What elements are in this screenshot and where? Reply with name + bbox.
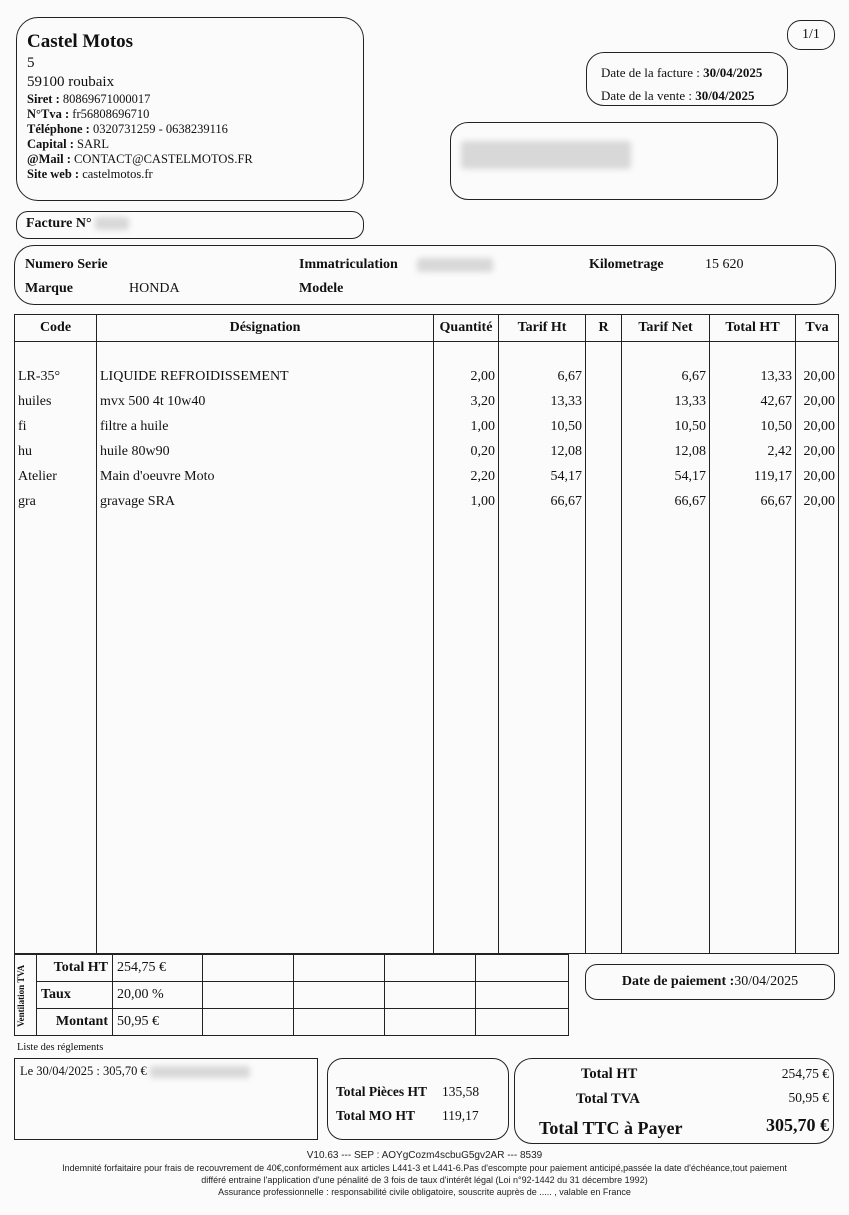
invoice-date-line xyxy=(601,61,787,84)
phone-value: 0320731259 - 0638239116 xyxy=(92,122,228,136)
header-code: Code xyxy=(15,315,97,342)
web-label: Site web : xyxy=(27,167,80,181)
cell-r xyxy=(586,439,622,464)
cell-designation: filtre a huile xyxy=(97,414,434,439)
mail-value: CONTACT@CASTELMOTOS.FR xyxy=(74,152,253,166)
sale-date: 30/04/2025 xyxy=(695,88,755,103)
company-city: 59100 roubaix xyxy=(27,74,115,90)
tva-label: N°Tva : xyxy=(27,107,70,121)
plate-label: Immatriculation xyxy=(299,257,398,272)
web-line xyxy=(27,167,363,182)
cell-tva: 20,00 xyxy=(796,464,839,489)
capital-value: SARL xyxy=(77,137,109,151)
total-tva-label: Total TVA xyxy=(576,1091,640,1107)
total-ttc-value: 305,70 € xyxy=(766,1115,829,1135)
cell-tarif-net: 6,67 xyxy=(622,364,710,389)
vent-montant-label: Montant xyxy=(37,1009,113,1036)
page-number-badge xyxy=(787,20,835,50)
cell-code: fi xyxy=(15,414,97,439)
siret-line xyxy=(27,92,363,107)
vent-side-label: Ventilation TVA xyxy=(16,964,26,1027)
header-designation: Désignation xyxy=(97,315,434,342)
phone-label: Téléphone : xyxy=(27,122,90,136)
table-row xyxy=(15,364,839,389)
cell-tva: 20,00 xyxy=(796,439,839,464)
header-r: R xyxy=(586,315,622,342)
pieces-label: Total Pièces HT xyxy=(336,1084,427,1099)
cell-tarif-net: 12,08 xyxy=(622,439,710,464)
vent-total-ht-label: Total HT xyxy=(37,955,113,982)
pieces-value: 135,58 xyxy=(442,1084,480,1099)
cell-r xyxy=(586,389,622,414)
vent-side-cell xyxy=(15,955,37,1036)
cell-qty: 2,00 xyxy=(434,364,499,389)
table-row xyxy=(15,439,839,464)
cell-tarif-ht: 54,17 xyxy=(499,464,586,489)
totals-box xyxy=(514,1058,834,1144)
vent-row-total xyxy=(15,955,569,982)
capital-line xyxy=(27,137,363,152)
items-table xyxy=(14,314,839,954)
vehicle-box xyxy=(14,245,836,305)
tva-line xyxy=(27,107,363,122)
table-row xyxy=(15,464,839,489)
dates-box xyxy=(586,52,788,106)
table-row xyxy=(15,389,839,414)
table-row xyxy=(15,414,839,439)
vent-row-taux xyxy=(15,982,569,1009)
km-label: Kilometrage xyxy=(589,257,664,272)
company-name: Castel Motos xyxy=(27,31,134,52)
header-tarif-ht: Tarif Ht xyxy=(499,315,586,342)
total-ht-label: Total HT xyxy=(581,1066,638,1082)
cell-total-ht: 119,17 xyxy=(710,464,796,489)
brand-label: Marque xyxy=(25,281,73,296)
cell-total-ht: 10,50 xyxy=(710,414,796,439)
filler-row xyxy=(15,514,839,954)
siret-label: Siret : xyxy=(27,92,60,106)
vent-montant-value: 50,95 € xyxy=(113,1009,203,1036)
spacer-row xyxy=(15,342,839,365)
cell-r xyxy=(586,464,622,489)
invoice-number-redacted xyxy=(95,217,129,230)
header-quantity: Quantité xyxy=(434,315,499,342)
vent-row-montant xyxy=(15,1009,569,1036)
invoice-number-label: Facture N° xyxy=(26,216,92,231)
sale-date-label: Date de la vente : xyxy=(601,88,692,103)
mail-line xyxy=(27,152,363,167)
cell-designation: LIQUIDE REFROIDISSEMENT xyxy=(97,364,434,389)
header-tarif-net: Tarif Net xyxy=(622,315,710,342)
total-tva-value: 50,95 € xyxy=(788,1090,829,1105)
phone-line xyxy=(27,122,363,137)
cell-tva: 20,00 xyxy=(796,489,839,514)
invoice-date-label: Date de la facture : xyxy=(601,65,700,80)
cell-total-ht: 2,42 xyxy=(710,439,796,464)
cell-tarif-ht: 6,67 xyxy=(499,364,586,389)
model-label: Modele xyxy=(299,281,344,296)
cell-code: LR-35° xyxy=(15,364,97,389)
cell-tarif-net: 10,50 xyxy=(622,414,710,439)
brand-value: HONDA xyxy=(129,281,180,296)
payment-date: 30/04/2025 xyxy=(734,974,799,989)
company-box xyxy=(16,17,364,201)
payment-date-label: Date de paiement : xyxy=(621,974,735,989)
cell-designation: mvx 500 4t 10w40 xyxy=(97,389,434,414)
footer-line-3: Assurance professionnelle : responsabilité civile obligatoire, souscrite auprès de ..... , valable en France xyxy=(218,1187,631,1197)
cell-qty: 3,20 xyxy=(434,389,499,414)
company-street: 5 xyxy=(27,55,35,71)
cell-code: hu xyxy=(15,439,97,464)
ventilation-table xyxy=(14,954,569,1036)
invoice-date: 30/04/2025 xyxy=(703,65,763,80)
cell-designation: huile 80w90 xyxy=(97,439,434,464)
vent-taux-label: Taux xyxy=(37,982,113,1009)
cell-total-ht: 66,67 xyxy=(710,489,796,514)
total-ht-value: 254,75 € xyxy=(781,1066,829,1081)
invoice-number-box xyxy=(16,211,364,239)
web-value: castelmotos.fr xyxy=(82,167,153,181)
vent-total-ht-value: 254,75 € xyxy=(113,955,203,982)
siret-value: 80869671000017 xyxy=(62,92,151,106)
plate-redacted xyxy=(417,258,493,272)
mail-label: @Mail : xyxy=(27,152,71,166)
cell-code: huiles xyxy=(15,389,97,414)
payment-date-box xyxy=(585,964,835,1000)
reglement-line: Le 30/04/2025 : 305,70 € xyxy=(20,1064,147,1078)
cell-tarif-ht: 10,50 xyxy=(499,414,586,439)
cell-designation: Main d'oeuvre Moto xyxy=(97,464,434,489)
cell-tva: 20,00 xyxy=(796,364,839,389)
tva-value: fr56808696710 xyxy=(72,107,150,121)
cell-qty: 0,20 xyxy=(434,439,499,464)
cell-qty: 1,00 xyxy=(434,489,499,514)
cell-tva: 20,00 xyxy=(796,389,839,414)
footer-version: V10.63 --- SEP : AOYgCozm4scbuG5gv2AR --- 8539 xyxy=(306,1150,543,1161)
table-row xyxy=(15,489,839,514)
cell-tarif-ht: 12,08 xyxy=(499,439,586,464)
capital-label: Capital : xyxy=(27,137,74,151)
footer-line-1: Indemnité forfaitaire pour frais de recouvrement de 40€,conformément aux articles L441-3 et L441-6.Pas d'escompte pour paiement anticipé,passée la date d'échéance,tout paiement xyxy=(62,1163,787,1173)
cell-code: Atelier xyxy=(15,464,97,489)
customer-box xyxy=(450,122,778,200)
reglement-redacted xyxy=(150,1066,250,1078)
cell-qty: 1,00 xyxy=(434,414,499,439)
mo-label: Total MO HT xyxy=(336,1108,416,1123)
cell-tarif-ht: 66,67 xyxy=(499,489,586,514)
serial-label: Numero Serie xyxy=(25,257,108,272)
cell-tarif-ht: 13,33 xyxy=(499,389,586,414)
header-total-ht: Total HT xyxy=(710,315,796,342)
cell-code: gra xyxy=(15,489,97,514)
reglements-box xyxy=(14,1058,318,1140)
cell-r xyxy=(586,489,622,514)
page-number: 1/1 xyxy=(802,27,820,42)
cell-tarif-net: 66,67 xyxy=(622,489,710,514)
mo-value: 119,17 xyxy=(442,1108,479,1123)
cell-total-ht: 13,33 xyxy=(710,364,796,389)
subtotals-box xyxy=(327,1058,509,1140)
cell-tva: 20,00 xyxy=(796,414,839,439)
footer-line-2: différé entraine l'application d'une pénalité de 3 fois de taux d'intérêt légal (Loi n°92-1442 du 31 décembre 1992) xyxy=(201,1175,648,1185)
total-ttc-label: Total TTC à Payer xyxy=(539,1118,683,1138)
cell-designation: gravage SRA xyxy=(97,489,434,514)
reglements-title: Liste des réglements xyxy=(17,1042,104,1053)
vent-taux-value: 20,00 % xyxy=(113,982,203,1009)
header-tva: Tva xyxy=(796,315,839,342)
customer-redacted xyxy=(461,141,631,169)
cell-r xyxy=(586,414,622,439)
cell-tarif-net: 54,17 xyxy=(622,464,710,489)
cell-tarif-net: 13,33 xyxy=(622,389,710,414)
cell-total-ht: 42,67 xyxy=(710,389,796,414)
km-value: 15 620 xyxy=(705,257,744,272)
cell-qty: 2,20 xyxy=(434,464,499,489)
table-header-row xyxy=(15,315,839,342)
sale-date-line xyxy=(601,84,787,107)
cell-r xyxy=(586,364,622,389)
